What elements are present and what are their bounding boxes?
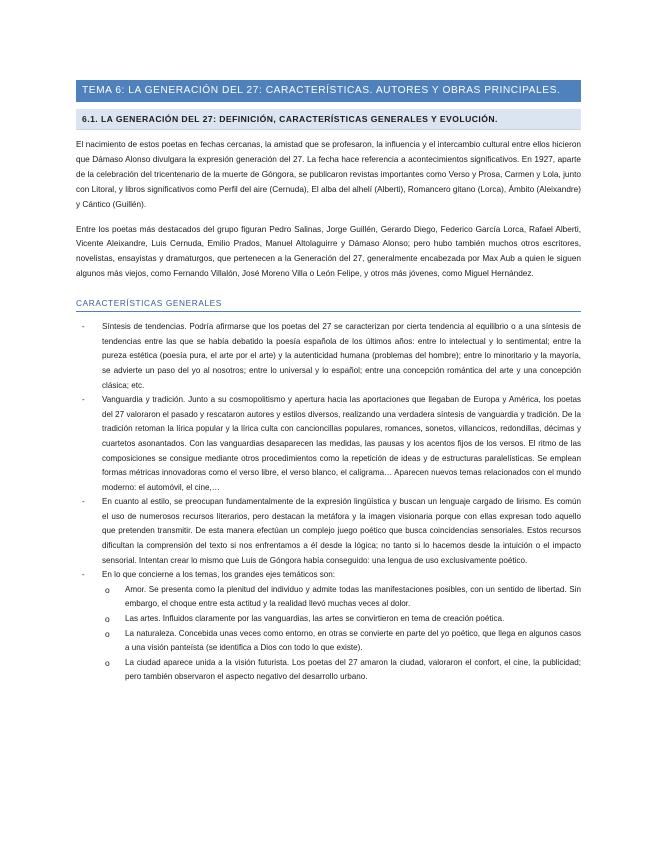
dash-bullet-icon: - (82, 570, 85, 580)
intro-paragraph-1: El nacimiento de estos poetas en fechas cercanas, la amistad que se profesaron, la influencia y el intercambio cultural entre ellos hicieron que Dámaso Alonso divulgara la expresión generación del 27. La fecha hace referencia a acontecimientos significativos. En 1927, aparte de la celebración del tricentenario de la muerte de Góngora, se publicaron revistas importantes como Verso y Prosa, Carmen y Lola, junto con Litoral, y libros significativos como Perfil del aire (Cernuda), El alba del alhelí (Alberti), Romancero gitano (Lorca), Ámbito (Aleixandre) y Cántico (Guillén). (76, 140, 581, 209)
list-item-text: Vanguardia y tradición. Junto a su cosmopolitismo y apertura hacia las aportaciones que llegaban de Europa y América, los poetas del 27 valoraron el pasado y rescataron autores y estilos diversos, realizando una verdadera síntesis de vanguardia y tradición. De la tradición retoman la lírica popular y la lírica culta con cancioncillas populares, romances, sonetos, villancicos, redondillas, décimas y cuartetos asonantados. Con las vanguardias desaparecen las medidas, las pausas y los acentos fijos de los versos. El ritmo de las composiciones se consigue mediante otros procedimientos como la repetición de ideas y de estructuras paralelísticas. Se emplean formas métricas innovadoras como el verso libre, el verso blanco, el caligrama… Aparecen nuevos temas relacionados con el mundo moderno: el automóvil, el cine,… (102, 395, 581, 492)
sub-list-item-text: Las artes. Influidos claramente por las vanguardias, las artes se convirtieron en tema de creación poética. (125, 614, 505, 624)
sub-list-item (102, 656, 581, 685)
circle-bullet-icon: o (105, 614, 110, 625)
characteristics-list (76, 320, 581, 685)
list-item (76, 495, 581, 568)
circle-bullet-icon: o (105, 628, 110, 639)
topic-title: TEMA 6: LA GENERACIÓN DEL 27: CARACTERÍSTICAS. AUTORES Y OBRAS PRINCIPALES. (76, 80, 581, 102)
sub-list-item-text: Amor. Se presenta como la plenitud del individuo y admite todas las manifestaciones posibles, con un sentido de libertad. Sin embargo, el choque entre esta actitud y la realidad llevó muchas veces al dolor. (125, 584, 581, 609)
dash-bullet-icon: - (82, 497, 85, 507)
list-item-text: En cuanto al estilo, se preocupan fundamentalmente de la expresión lingüística y buscan un lenguaje cargado de lirismo. Es común el uso de numerosos recursos literarios, pero destacan la metáfora y la imagen visionaria porque con ellas expresan todo aquello que pretenden transmitir. De esta manera efectúan un complejo juego poético que busca coincidencias sensoriales. Estos recursos dificultan la comprensión del texto si nos enfrentamos a él desde la lógica; no tanto si lo hacemos desde la intuición o el impacto sensorial. Intentan crear lo mismo que Luis de Góngora había conseguido: una lengua de uso exclusivamente poético. (102, 497, 581, 565)
characteristics-heading: CARACTERÍSTICAS GENERALES (76, 298, 581, 312)
dash-bullet-icon: - (82, 395, 85, 405)
themes-list (102, 583, 581, 685)
list-item (76, 393, 581, 495)
circle-bullet-icon: o (105, 657, 110, 668)
sub-list-item-text: La naturaleza. Concebida unas veces como entorno, en otras se convierte en parte del yo poético, que llega en algunos casos a una visión panteísta (se identifica a Dios con todo lo que existe). (125, 628, 581, 653)
section-title: 6.1. LA GENERACIÓN DEL 27: DEFINICIÓN, CARACTERÍSTICAS GENERALES Y EVOLUCIÓN. (76, 109, 581, 130)
list-item-text: En lo que concierne a los temas, los grandes ejes temáticos son: (102, 570, 336, 580)
sub-list-item (102, 583, 581, 612)
sub-list-item (102, 627, 581, 656)
sub-list-item-text: La ciudad aparece unida a la visión futurista. Los poetas del 27 amaron la ciudad, valoraron el confort, el cine, la publicidad; pero también observaron el aspecto negativo del desarrollo urbano. (125, 657, 581, 682)
list-item (76, 320, 581, 393)
circle-bullet-icon: o (105, 584, 110, 595)
list-item-text: Síntesis de tendencias. Podría afirmarse que los poetas del 27 se caracterizan por cierta tendencia al equilibrio o a una síntesis de tendencias entre las que se había debatido la poesía española de los últimos años: entre lo intelectual y lo sentimental; entre la pureza estética (poesía pura, el arte por el arte) y la autenticidad humana (problemas del hombre); entre lo minoritario y la mayoría, se advierte un paso del yo al nosotros; entre lo universal y lo español; entre una concepción romántica del arte y una concepción clásica; etc. (102, 322, 581, 390)
intro-paragraph-2: Entre los poetas más destacados del grupo figuran Pedro Salinas, Jorge Guillén, Gerardo Diego, Federico García Lorca, Rafael Alberti, Vicente Aleixandre, Luis Cernuda, Emilio Prados, Manuel Altolaguirre y Dámaso Alonso; pero hubo también muchos otros escritores, novelistas, ensayistas y dramaturgos, que pertenecen a la Generación del 27, generalmente encabezada por Max Aub a quien le siguen algunos más viejos, como Fernando Villalón, José Moreno Villa o León Felipe, y otros más jóvenes, como Miguel Hernández. (76, 224, 581, 279)
document-page (76, 80, 581, 685)
dash-bullet-icon: - (82, 322, 85, 332)
sub-list-item (102, 612, 581, 627)
list-item (76, 568, 581, 685)
